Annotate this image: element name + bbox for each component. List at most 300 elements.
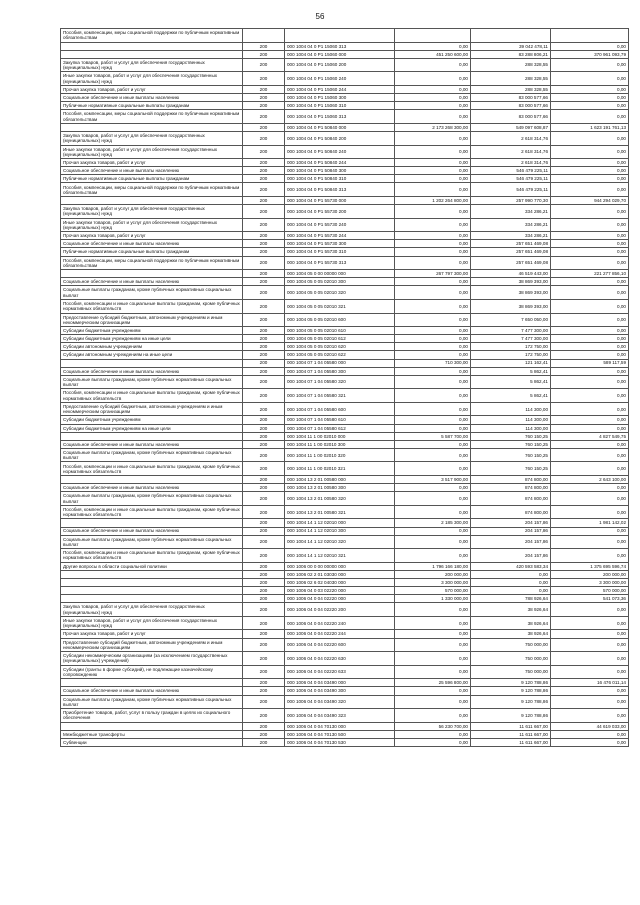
row-approved-cell (395, 29, 471, 43)
table-row (61, 505, 629, 519)
row-classification-cell: 000 1004 14 1 12 02010 321 (285, 549, 395, 563)
row-name-cell (61, 722, 243, 730)
row-name-cell: Социальное обеспечение и иные выплаты населению (61, 167, 243, 175)
row-unexecuted-cell: 0,00 (551, 240, 629, 248)
row-unexecuted-cell (551, 29, 629, 43)
row-approved-cell: 0,00 (395, 375, 471, 389)
row-unexecuted-cell: 0,00 (551, 695, 629, 709)
row-executed-cell: 114 300,00 (471, 416, 551, 424)
row-approved-cell: 0,00 (395, 665, 471, 679)
row-classification-cell: 000 1004 13 2 01 00580 320 (285, 492, 395, 506)
row-executed-cell: 204 157,86 (471, 519, 551, 527)
row-approved-cell: 0,00 (395, 730, 471, 738)
row-approved-cell: 0,00 (395, 85, 471, 93)
row-executed-cell: 7 477 300,00 (471, 335, 551, 343)
table-row (61, 562, 629, 570)
row-classification-cell: 000 1006 04 0 04 03490 300 (285, 687, 395, 695)
table-row (61, 535, 629, 549)
row-code-cell: 200 (243, 313, 285, 327)
row-approved-cell: 0,00 (395, 58, 471, 72)
row-unexecuted-cell: 0,00 (551, 484, 629, 492)
row-executed-cell: 760 150,25 (471, 432, 551, 440)
row-name-cell: Социальные выплаты гражданам, кроме публичных нормативных социальных выплат (61, 535, 243, 549)
row-approved-cell: 1 202 264 800,00 (395, 197, 471, 205)
row-unexecuted-cell: 0,00 (551, 603, 629, 617)
row-classification-cell: 000 1004 04 0 P1 50840 300 (285, 167, 395, 175)
row-executed-cell: 874 800,00 (471, 484, 551, 492)
row-unexecuted-cell: 200 000,00 (551, 570, 629, 578)
row-approved-cell: 3 517 900,00 (395, 476, 471, 484)
table-row (61, 519, 629, 527)
row-executed-cell: 204 157,86 (471, 549, 551, 563)
row-approved-cell: 0,00 (395, 389, 471, 403)
row-executed-cell: 38 926,64 (471, 630, 551, 638)
row-classification-cell: 000 1004 05 0 05 02010 620 (285, 343, 395, 351)
row-executed-cell: 83 288 806,21 (471, 50, 551, 58)
row-approved-cell: 0,00 (395, 313, 471, 327)
row-code-cell: 200 (243, 232, 285, 240)
row-approved-cell: 0,00 (395, 218, 471, 232)
row-name-cell: Социальные выплаты гражданам, кроме публичных нормативных социальных выплат (61, 286, 243, 300)
row-unexecuted-cell: 0,00 (551, 145, 629, 159)
row-approved-cell: 0,00 (395, 102, 471, 110)
row-name-cell: Пособия, компенсации, меры социальной поддержки по публичным нормативным обязательствам (61, 256, 243, 270)
row-classification-cell: 000 1004 14 1 12 02010 300 (285, 527, 395, 535)
row-executed-cell: 750 000,00 (471, 652, 551, 666)
row-code-cell: 200 (243, 327, 285, 335)
row-executed-cell: 5 862,41 (471, 367, 551, 375)
row-executed-cell: 788 926,64 (471, 595, 551, 603)
row-code-cell: 200 (243, 270, 285, 278)
row-name-cell: Закупка товаров, работ и услуг для обеспечения государственных (муниципальных) нужд (61, 205, 243, 219)
table-row (61, 527, 629, 535)
row-classification-cell: 000 1004 04 0 P1 55730 310 (285, 248, 395, 256)
row-unexecuted-cell: 16 476 011,14 (551, 679, 629, 687)
row-code-cell: 200 (243, 722, 285, 730)
row-code-cell: 200 (243, 248, 285, 256)
table-row (61, 549, 629, 563)
table-row (61, 278, 629, 286)
row-classification-cell: 000 1004 11 1 00 02010 320 (285, 448, 395, 462)
row-approved-cell: 0,00 (395, 448, 471, 462)
row-classification-cell: 000 1004 13 2 01 00580 300 (285, 484, 395, 492)
row-name-cell (61, 587, 243, 595)
row-executed-cell: 38 869 393,00 (471, 278, 551, 286)
row-name-cell: Пособия, компенсации и иные социальные выплаты гражданам, кроме публичных нормативных обязательств (61, 462, 243, 476)
row-code-cell: 200 (243, 492, 285, 506)
row-name-cell (61, 578, 243, 586)
row-classification-cell: 000 1004 04 0 P1 50840 244 (285, 159, 395, 167)
row-code-cell: 200 (243, 738, 285, 746)
row-approved-cell: 451 250 600,00 (395, 50, 471, 58)
row-code-cell: 200 (243, 197, 285, 205)
row-executed-cell: 114 300,00 (471, 424, 551, 432)
row-classification-cell: 000 1004 07 1 04 05580 612 (285, 424, 395, 432)
row-code-cell: 200 (243, 110, 285, 124)
row-name-cell (61, 270, 243, 278)
row-executed-cell: 38 869 393,00 (471, 286, 551, 300)
row-approved-cell: 0,00 (395, 42, 471, 50)
row-unexecuted-cell: 0,00 (551, 85, 629, 93)
row-unexecuted-cell: 0,00 (551, 616, 629, 630)
row-approved-cell: 0,00 (395, 616, 471, 630)
row-name-cell: Субсидии автономным учреждениям на иные цели (61, 351, 243, 359)
row-code-cell: 200 (243, 695, 285, 709)
row-code-cell: 200 (243, 50, 285, 58)
row-code-cell: 200 (243, 476, 285, 484)
row-code-cell: 200 (243, 587, 285, 595)
row-approved-cell: 0,00 (395, 110, 471, 124)
row-name-cell (61, 519, 243, 527)
row-classification-cell: 000 1004 13 2 01 00580 321 (285, 505, 395, 519)
table-row (61, 587, 629, 595)
row-code-cell: 200 (243, 343, 285, 351)
row-approved-cell: 0,00 (395, 343, 471, 351)
row-code-cell: 200 (243, 505, 285, 519)
row-executed-cell: 546 479 225,11 (471, 183, 551, 197)
row-executed-cell: 0,00 (471, 578, 551, 586)
row-name-cell: Субсидии бюджетным учреждениям (61, 327, 243, 335)
row-classification-cell: 000 1004 04 0 P1 55730 200 (285, 205, 395, 219)
row-unexecuted-cell: 0,00 (551, 709, 629, 723)
row-code-cell: 200 (243, 665, 285, 679)
row-code-cell: 200 (243, 616, 285, 630)
row-approved-cell: 56 230 700,00 (395, 722, 471, 730)
row-unexecuted-cell: 0,00 (551, 313, 629, 327)
row-classification-cell: 000 1006 04 0 04 03490 320 (285, 695, 395, 709)
row-unexecuted-cell: 0,00 (551, 505, 629, 519)
row-unexecuted-cell: 1 375 695 596,74 (551, 562, 629, 570)
row-classification-cell: 000 1006 04 0 04 70130 530 (285, 738, 395, 746)
row-approved-cell: 3 300 000,00 (395, 578, 471, 586)
table-row (61, 389, 629, 403)
row-name-cell: Социальные выплаты гражданам, кроме публичных нормативных социальных выплат (61, 448, 243, 462)
row-unexecuted-cell: 0,00 (551, 42, 629, 50)
table-row (61, 256, 629, 270)
row-code-cell: 200 (243, 709, 285, 723)
row-classification-cell: 000 1004 04 0 P1 55730 313 (285, 256, 395, 270)
table-row (61, 638, 629, 652)
table-row (61, 679, 629, 687)
row-classification-cell: 000 1006 02 6 02 04030 000 (285, 578, 395, 586)
row-approved-cell: 0,00 (395, 638, 471, 652)
row-classification-cell (285, 29, 395, 43)
row-unexecuted-cell: 0,00 (551, 549, 629, 563)
row-unexecuted-cell: 0,00 (551, 738, 629, 746)
table-row (61, 687, 629, 695)
row-code-cell: 200 (243, 402, 285, 416)
row-classification-cell: 000 1004 05 0 05 02010 600 (285, 313, 395, 327)
row-approved-cell: 0,00 (395, 535, 471, 549)
row-executed-cell: 11 611 667,00 (471, 738, 551, 746)
row-executed-cell: 334 286,21 (471, 232, 551, 240)
table-row (61, 175, 629, 183)
row-classification-cell: 000 1004 11 1 00 02010 000 (285, 432, 395, 440)
row-classification-cell: 000 1004 04 0 P1 15060 313 (285, 110, 395, 124)
row-classification-cell: 000 1004 04 0 P1 15060 244 (285, 85, 395, 93)
row-classification-cell: 000 1004 07 1 04 05580 610 (285, 416, 395, 424)
row-executed-cell: 334 286,21 (471, 218, 551, 232)
row-executed-cell: 9 120 788,86 (471, 679, 551, 687)
row-unexecuted-cell: 0,00 (551, 102, 629, 110)
table-row (61, 232, 629, 240)
row-name-cell: Межбюджетные трансферты (61, 730, 243, 738)
row-unexecuted-cell: 589 117,59 (551, 359, 629, 367)
row-executed-cell: 760 150,25 (471, 440, 551, 448)
row-approved-cell: 0,00 (395, 205, 471, 219)
row-executed-cell: 546 479 225,11 (471, 167, 551, 175)
row-unexecuted-cell: 0,00 (551, 299, 629, 313)
row-code-cell: 200 (243, 603, 285, 617)
row-name-cell: Субсидии (гранты в форме субсидий), не подлежащие казначейскому сопровождению (61, 665, 243, 679)
table-row (61, 123, 629, 131)
row-name-cell: Социальное обеспечение и иные выплаты населению (61, 240, 243, 248)
table-row (61, 375, 629, 389)
row-unexecuted-cell: 0,00 (551, 652, 629, 666)
row-unexecuted-cell: 0,00 (551, 730, 629, 738)
table-row (61, 402, 629, 416)
table-row (61, 94, 629, 102)
table-row (61, 730, 629, 738)
row-name-cell (61, 359, 243, 367)
row-name-cell: Социальные выплаты гражданам, кроме публичных нормативных социальных выплат (61, 492, 243, 506)
row-unexecuted-cell: 0,00 (551, 416, 629, 424)
row-approved-cell: 0,00 (395, 72, 471, 86)
row-unexecuted-cell: 0,00 (551, 424, 629, 432)
table-row (61, 167, 629, 175)
table-row (61, 416, 629, 424)
row-unexecuted-cell: 0,00 (551, 327, 629, 335)
row-code-cell: 200 (243, 72, 285, 86)
row-executed-cell: 750 000,00 (471, 638, 551, 652)
row-approved-cell: 2 185 300,00 (395, 519, 471, 527)
table-row (61, 665, 629, 679)
row-unexecuted-cell: 0,00 (551, 492, 629, 506)
row-executed-cell: 83 000 577,66 (471, 102, 551, 110)
row-classification-cell: 000 1006 04 0 04 70130 500 (285, 730, 395, 738)
row-name-cell: Субсидии некоммерческим организациям (за исключением государственных (муниципальных) учреждений) (61, 652, 243, 666)
row-unexecuted-cell: 0,00 (551, 389, 629, 403)
table-row (61, 709, 629, 723)
row-approved-cell: 1 796 166 180,00 (395, 562, 471, 570)
row-approved-cell: 710 300,00 (395, 359, 471, 367)
row-executed-cell: 288 328,55 (471, 85, 551, 93)
row-approved-cell: 0,00 (395, 167, 471, 175)
row-unexecuted-cell: 0,00 (551, 94, 629, 102)
row-approved-cell: 0,00 (395, 695, 471, 709)
row-approved-cell: 1 330 000,00 (395, 595, 471, 603)
row-classification-cell: 000 1006 04 0 04 03490 323 (285, 709, 395, 723)
table-row (61, 299, 629, 313)
row-approved-cell: 0,00 (395, 175, 471, 183)
table-row (61, 29, 629, 43)
row-name-cell (61, 432, 243, 440)
table-row (61, 248, 629, 256)
row-executed-cell: 38 926,64 (471, 603, 551, 617)
row-unexecuted-cell: 0,00 (551, 687, 629, 695)
row-approved-cell: 570 000,00 (395, 587, 471, 595)
table-row (61, 595, 629, 603)
row-approved-cell: 0,00 (395, 232, 471, 240)
row-approved-cell: 0,00 (395, 159, 471, 167)
row-name-cell: Социальные выплаты гражданам, кроме публичных нормативных социальных выплат (61, 695, 243, 709)
row-name-cell: Прочая закупка товаров, работ и услуг (61, 159, 243, 167)
table-row (61, 50, 629, 58)
row-approved-cell: 0,00 (395, 240, 471, 248)
table-row (61, 72, 629, 86)
row-approved-cell: 267 797 300,00 (395, 270, 471, 278)
table-row (61, 484, 629, 492)
row-unexecuted-cell: 44 619 033,00 (551, 722, 629, 730)
page-number: 56 (315, 12, 325, 21)
row-name-cell: Пособия, компенсации, меры социальной поддержки по публичным нормативным обязательствам (61, 183, 243, 197)
row-name-cell: Публичные нормативные социальные выплаты гражданам (61, 175, 243, 183)
row-classification-cell: 000 1004 05 0 00 00000 000 (285, 270, 395, 278)
row-name-cell: Субсидии бюджетным учреждениям на иные цели (61, 335, 243, 343)
row-code-cell: 200 (243, 145, 285, 159)
table-row (61, 159, 629, 167)
row-classification-cell: 000 1006 04 0 04 70130 000 (285, 722, 395, 730)
row-classification-cell: 000 1004 05 0 05 02010 612 (285, 335, 395, 343)
row-code-cell: 200 (243, 94, 285, 102)
row-executed-cell: 7 477 300,00 (471, 327, 551, 335)
row-classification-cell: 000 1004 04 0 P1 55730 244 (285, 232, 395, 240)
row-classification-cell: 000 1004 04 0 P1 15060 300 (285, 94, 395, 102)
row-executed-cell: 9 120 788,86 (471, 709, 551, 723)
table-row (61, 110, 629, 124)
row-unexecuted-cell: 0,00 (551, 278, 629, 286)
row-name-cell: Социальное обеспечение и иные выплаты населению (61, 278, 243, 286)
row-name-cell: Прочая закупка товаров, работ и услуг (61, 85, 243, 93)
row-executed-cell: 83 000 577,66 (471, 110, 551, 124)
row-approved-cell: 0,00 (395, 299, 471, 313)
row-classification-cell: 000 1004 04 0 P1 15060 240 (285, 72, 395, 86)
row-approved-cell: 5 587 700,00 (395, 432, 471, 440)
table-row (61, 131, 629, 145)
row-name-cell: Закупка товаров, работ и услуг для обеспечения государственных (муниципальных) нужд (61, 131, 243, 145)
row-classification-cell: 000 1006 04 0 04 02220 633 (285, 665, 395, 679)
row-classification-cell: 000 1004 07 1 04 05580 300 (285, 367, 395, 375)
table-row (61, 42, 629, 50)
row-executed-cell: 172 750,00 (471, 343, 551, 351)
row-executed-cell: 46 519 443,00 (471, 270, 551, 278)
row-executed-cell: 114 300,00 (471, 402, 551, 416)
row-name-cell: Пособия, компенсации и иные социальные выплаты гражданам, кроме публичных нормативных обязательств (61, 299, 243, 313)
row-classification-cell: 000 1004 04 0 P1 15060 200 (285, 58, 395, 72)
row-unexecuted-cell: 0,00 (551, 448, 629, 462)
table-row (61, 197, 629, 205)
row-unexecuted-cell: 0,00 (551, 402, 629, 416)
row-classification-cell: 000 1006 04 0 04 02220 630 (285, 652, 395, 666)
row-executed-cell: 874 800,00 (471, 476, 551, 484)
row-code-cell: 200 (243, 131, 285, 145)
row-name-cell: Пособия, компенсации, меры социальной поддержки по публичным нормативным обязательствам (61, 110, 243, 124)
row-name-cell: Предоставление субсидий бюджетным, автономным учреждениям и иным некоммерческим организациям (61, 638, 243, 652)
row-code-cell: 200 (243, 240, 285, 248)
row-code-cell: 200 (243, 484, 285, 492)
row-code-cell: 200 (243, 416, 285, 424)
row-unexecuted-cell: 0,00 (551, 335, 629, 343)
table-row (61, 205, 629, 219)
row-executed-cell: 760 150,25 (471, 448, 551, 462)
table-row (61, 738, 629, 746)
expenditure-table (60, 28, 629, 747)
row-unexecuted-cell: 0,00 (551, 256, 629, 270)
row-unexecuted-cell: 0,00 (551, 527, 629, 535)
row-code-cell: 200 (243, 256, 285, 270)
row-unexecuted-cell: 0,00 (551, 638, 629, 652)
row-code-cell: 200 (243, 183, 285, 197)
row-name-cell: Субсидии автономным учреждениям (61, 343, 243, 351)
row-classification-cell: 000 1006 02 2 01 03030 000 (285, 570, 395, 578)
table-row (61, 448, 629, 462)
row-executed-cell: 288 328,55 (471, 58, 551, 72)
row-approved-cell: 0,00 (395, 527, 471, 535)
row-code-cell: 200 (243, 42, 285, 50)
row-unexecuted-cell: 0,00 (551, 351, 629, 359)
row-code-cell: 200 (243, 462, 285, 476)
row-executed-cell: 760 150,25 (471, 462, 551, 476)
row-unexecuted-cell: 541 073,36 (551, 595, 629, 603)
row-code-cell: 200 (243, 218, 285, 232)
row-approved-cell: 0,00 (395, 630, 471, 638)
row-code-cell: 200 (243, 102, 285, 110)
row-classification-cell: 000 1004 04 0 P1 50840 200 (285, 131, 395, 145)
row-name-cell: Социальные выплаты гражданам, кроме публичных нормативных социальных выплат (61, 375, 243, 389)
row-approved-cell: 0,00 (395, 183, 471, 197)
row-code-cell: 200 (243, 562, 285, 570)
row-classification-cell: 000 1004 04 0 P1 50840 313 (285, 183, 395, 197)
row-classification-cell: 000 1004 05 0 05 02010 300 (285, 278, 395, 286)
row-code-cell: 200 (243, 335, 285, 343)
row-approved-cell: 0,00 (395, 278, 471, 286)
row-executed-cell: 549 097 608,87 (471, 123, 551, 131)
row-approved-cell: 0,00 (395, 492, 471, 506)
row-unexecuted-cell: 0,00 (551, 462, 629, 476)
row-unexecuted-cell: 221 277 856,10 (551, 270, 629, 278)
table-row (61, 270, 629, 278)
table-row (61, 343, 629, 351)
row-executed-cell: 2 618 314,76 (471, 159, 551, 167)
row-unexecuted-cell: 0,00 (551, 343, 629, 351)
row-classification-cell: 000 1004 04 0 P1 15060 000 (285, 50, 395, 58)
row-name-cell: Социальное обеспечение и иные выплаты населению (61, 687, 243, 695)
row-name-cell: Пособия, компенсации и иные социальные выплаты гражданам, кроме публичных нормативных обязательств (61, 549, 243, 563)
row-approved-cell: 0,00 (395, 335, 471, 343)
row-name-cell (61, 123, 243, 131)
table-row (61, 492, 629, 506)
row-classification-cell: 000 1006 00 0 00 00000 000 (285, 562, 395, 570)
table-row (61, 652, 629, 666)
row-unexecuted-cell: 1 623 191 761,13 (551, 123, 629, 131)
row-code-cell: 200 (243, 159, 285, 167)
row-unexecuted-cell: 0,00 (551, 440, 629, 448)
row-approved-cell: 0,00 (395, 131, 471, 145)
row-executed-cell: 38 926,64 (471, 616, 551, 630)
row-classification-cell: 000 1004 07 1 04 05580 000 (285, 359, 395, 367)
row-classification-cell: 000 1006 04 0 04 02220 244 (285, 630, 395, 638)
row-executed-cell: 7 650 050,00 (471, 313, 551, 327)
budget-report-table (60, 28, 628, 747)
row-executed-cell: 2 618 314,76 (471, 131, 551, 145)
row-executed-cell: 257 651 469,08 (471, 248, 551, 256)
row-unexecuted-cell: 0,00 (551, 159, 629, 167)
row-code-cell: 200 (243, 299, 285, 313)
row-executed-cell: 288 328,55 (471, 72, 551, 86)
table-row (61, 367, 629, 375)
row-name-cell (61, 595, 243, 603)
row-name-cell (61, 50, 243, 58)
